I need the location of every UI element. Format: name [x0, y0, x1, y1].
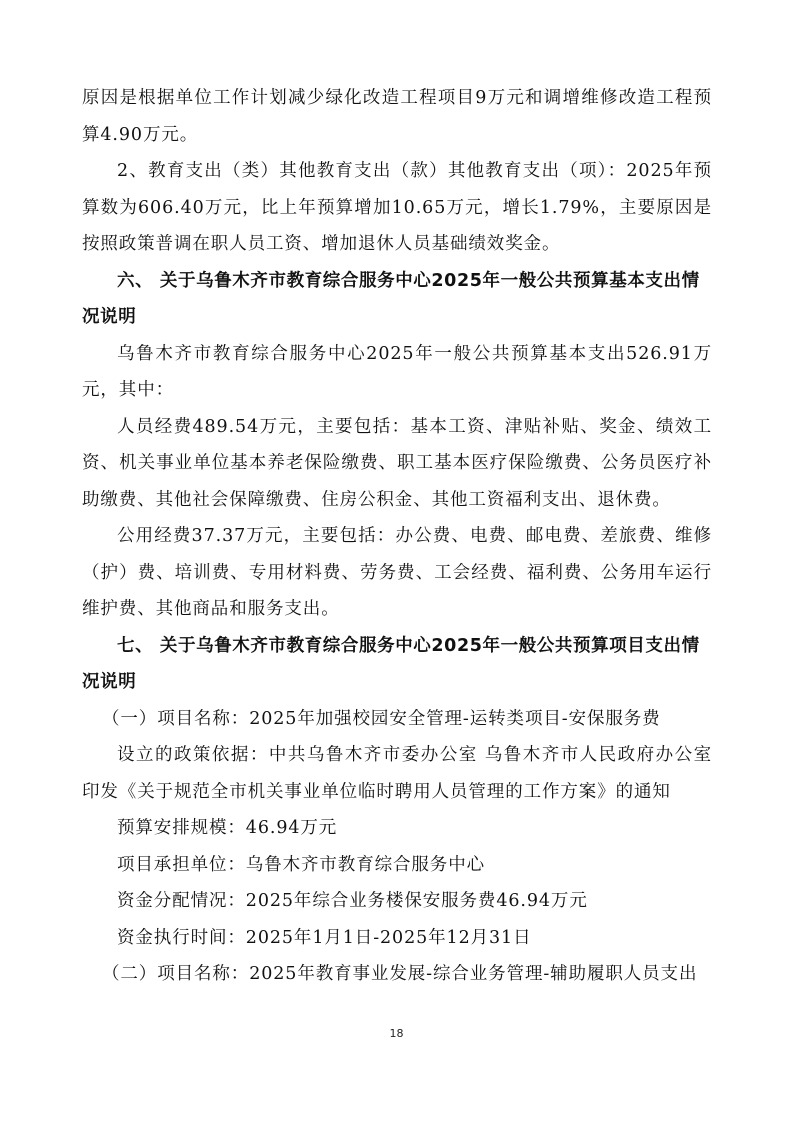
paragraph-personnel-expenses: 人员经费489.54万元，主要包括：基本工资、津贴补贴、奖金、绩效工资、机关事业单位基本养老保险缴费、职工基本医疗保险缴费、公务员医疗补助缴费、其他社会保障缴费、住房公积金、其他工资福利支出、退休费。: [82, 416, 712, 510]
document-body: [82, 80, 712, 993]
paragraph-budget-reason: 原因是根据单位工作计划减少绿化改造工程项目9万元和调增维修改造工程预算4.90万元。: [82, 88, 712, 145]
project-one-policy-basis: 设立的政策依据：中共乌鲁木齐市委办公室 乌鲁木齐市人民政府办公室印发《关于规范全市机关事业单位临时聘用人员管理的工作方案》的通知: [82, 745, 712, 802]
project-one-execution-period: 资金执行时间：2025年1月1日-2025年12月31日: [117, 927, 532, 948]
project-two-name: （二）项目名称：2025年教育事业发展-综合业务管理-辅助履职人员支出: [102, 964, 698, 984]
section-heading-six: 六、 关于乌鲁木齐市教育综合服务中心2025年一般公共预算基本支出情况说明: [82, 270, 700, 327]
paragraph-basic-expenditure-total: 乌鲁木齐市教育综合服务中心2025年一般公共预算基本支出526.91万元，其中：: [82, 343, 712, 400]
project-one-name: （一）项目名称：2025年加强校园安全管理-运转类项目-安保服务费: [102, 708, 661, 729]
project-one-fund-allocation: 资金分配情况：2025年综合业务楼保安服务费46.94万元: [117, 891, 588, 911]
page-number: 18: [389, 1027, 404, 1040]
section-heading-seven: 七、 关于乌鲁木齐市教育综合服务中心2025年一般公共预算项目支出情况说明: [82, 635, 700, 692]
project-one-budget-scale: 预算安排规模：46.94万元: [117, 818, 338, 838]
paragraph-education-other-expenditure: 2、教育支出（类）其他教育支出（款）其他教育支出（项）：2025年预算数为606.40万元，比上年预算增加10.65万元，增长1.79%，主要原因是按照政策普调在职人员工资、增加退休人员基础绩效奖金。: [82, 161, 712, 254]
paragraph-public-expenses: 公用经费37.37万元，主要包括：办公费、电费、邮电费、差旅费、维修（护）费、培训费、专用材料费、劳务费、工会经费、福利费、公务用车运行维护费、其他商品和服务支出。: [82, 526, 712, 619]
project-one-responsible-unit: 项目承担单位：乌鲁木齐市教育综合服务中心: [117, 854, 485, 875]
